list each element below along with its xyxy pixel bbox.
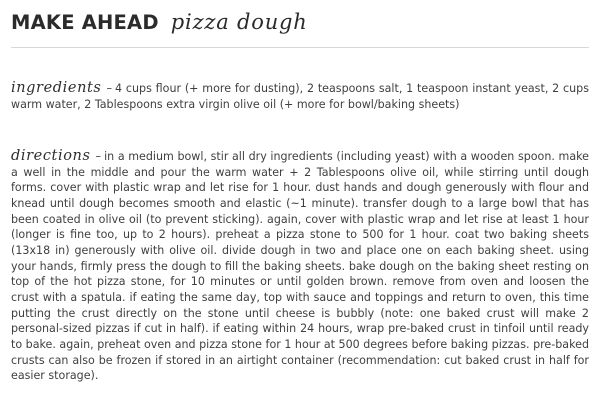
- recipe-page: [11, 10, 589, 383]
- ingredients-paragraph: [11, 81, 589, 112]
- title-script: pizza dough: [170, 10, 308, 34]
- ingredients-separator: –: [106, 82, 113, 95]
- directions-paragraph: [11, 149, 589, 384]
- ingredients-text: 4 cups flour (+ more for dusting), 2 teaspoons salt, 1 teaspoon instant yeast, 2 cups warm water, 2 Tablespoons extra virgin olive oil (+ more for bowl/baking sheets): [11, 82, 589, 111]
- title-divider: [11, 47, 589, 48]
- title-main: MAKE AHEAD: [11, 11, 159, 34]
- directions-heading: directions: [11, 148, 91, 164]
- ingredients-heading: ingredients: [11, 80, 102, 96]
- directions-text: in a medium bowl, stir all dry ingredients (including yeast) with a wooden spoon. make a well in the middle and pour the warm water + 2 Tablespoons olive oil, while stirring until dough forms. cover with plastic wrap and let rise for 1 hour. dust hands and dough generously with flour and knead until dough becomes smooth and elastic (~1 minute). transfer dough to a large bowl that has been coated in olive oil (to prevent sticking). again, cover with plastic wrap and let rise at least 1 hour (longer is fine too, up to 2 hours). preheat a pizza stone to 500 for 1 hour. coat two baking sheets (13x18 in) generously with olive oil. divide dough in two and place one on each baking sheet. using your hands, firmly press the dough to fill the baking sheets. bake dough on the baking sheet resting on top of the hot pizza stone, for 10 minutes or until golden brown. remove from oven and loosen the crust with a spatula. if eating the same day, top with sauce and toppings and return to oven, this time putting the crust directly on the stone until cheese is bubbly (note: one baked crust will make 2 personal-sized pizzas if cut in half). if eating within 24 hours, wrap pre-baked crust in tinfoil until ready to bake. again, preheat oven and pizza stone for 1 hour at 500 degrees before baking pizzas. pre-baked crusts can also be frozen if stored in an airtight container (recommendation: cut baked crust in half for easier storage).: [11, 150, 589, 383]
- directions-separator: –: [95, 150, 102, 163]
- recipe-title: [11, 10, 589, 44]
